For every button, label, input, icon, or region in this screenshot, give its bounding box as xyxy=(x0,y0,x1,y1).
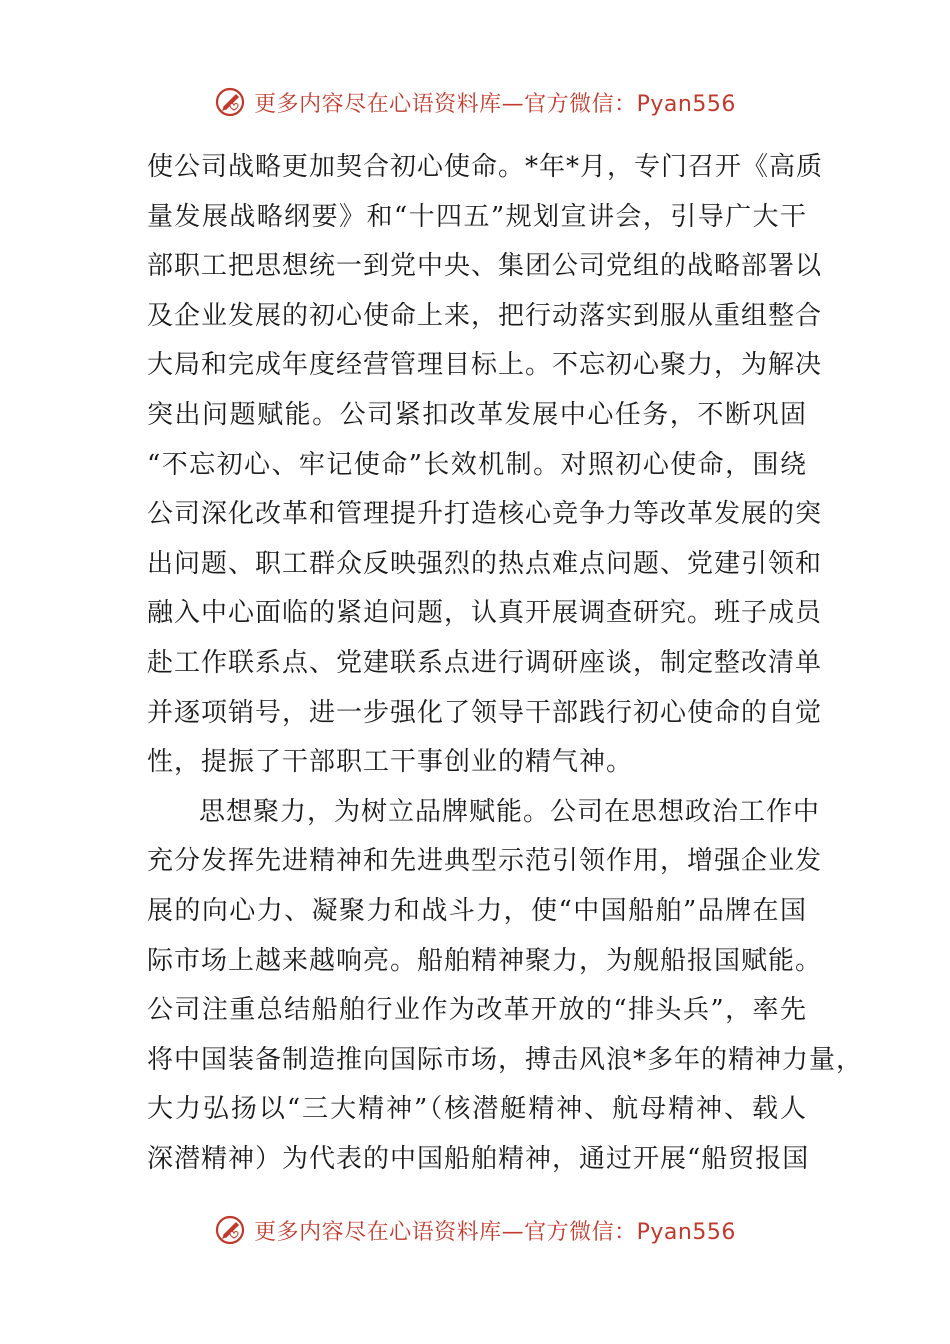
body-line: 展的向心力、凝聚力和战斗力，使“中国船舶”品牌在国 xyxy=(147,895,807,926)
body-line: 融入中心面临的紧迫问题，认真开展调查研究。班子成员 xyxy=(147,598,823,629)
body-line: 深潜精神）为代表的中国船舶精神，通过开展“船贸报国 xyxy=(147,1143,810,1174)
watermark-text: 更多内容尽在心语资料库—官方微信：Pyan556 xyxy=(254,91,736,117)
body-line: 大局和完成年度经营管理目标上。不忘初心聚力，为解决 xyxy=(147,350,823,381)
body-line: 量发展战略纲要》和“十四五”规划宣讲会，引导广大干 xyxy=(147,201,807,232)
watermark-banner-top xyxy=(0,82,950,122)
pen-heart-logo-icon xyxy=(214,85,248,119)
body-line: 际市场上越来越响亮。船舶精神聚力，为舰船报国赋能。 xyxy=(147,945,823,976)
body-line: 公司注重总结船舶行业作为改革开放的“排头兵”，率先 xyxy=(147,995,807,1026)
body-line: 并逐项销号，进一步强化了领导干部践行初心使命的自觉 xyxy=(147,697,823,728)
pen-heart-logo-icon xyxy=(214,1213,248,1247)
document-body xyxy=(147,143,864,1184)
body-line: 部职工把思想统一到党中央、集团公司党组的战略部署以 xyxy=(147,251,823,282)
body-line: 赴工作联系点、党建联系点进行调研座谈，制定整改清单 xyxy=(147,647,823,678)
watermark-banner-bottom xyxy=(0,1210,950,1250)
body-line-paragraph-end: 性，提振了干部职工干事创业的精气神。 xyxy=(147,747,634,778)
body-line: “不忘初心、牢记使命”长效机制。对照初心使命，围绕 xyxy=(147,449,807,480)
body-line: 将中国装备制造推向国际市场，搏击风浪*多年的精神力量， xyxy=(147,1044,864,1075)
body-line: 充分发挥先进精神和先进典型示范引领作用，增强企业发 xyxy=(147,846,823,877)
body-line-paragraph-start: 思想聚力，为树立品牌赋能。公司在思想政治工作中 xyxy=(199,796,821,827)
body-line: 使公司战略更加契合初心使命。*年*月，专门召开《高质 xyxy=(147,152,824,182)
watermark-text: 更多内容尽在心语资料库—官方微信：Pyan556 xyxy=(254,1219,736,1245)
body-line: 突出问题赋能。公司紧扣改革发展中心任务，不断巩固 xyxy=(147,399,807,430)
body-line: 出问题、职工群众反映强烈的热点难点问题、党建引领和 xyxy=(147,548,823,579)
body-line: 大力弘扬以“三大精神”（核潜艇精神、航母精神、载人 xyxy=(147,1094,807,1125)
body-line: 及企业发展的初心使命上来，把行动落实到服从重组整合 xyxy=(147,300,823,331)
body-line: 公司深化改革和管理提升打造核心竞争力等改革发展的突 xyxy=(147,499,823,530)
